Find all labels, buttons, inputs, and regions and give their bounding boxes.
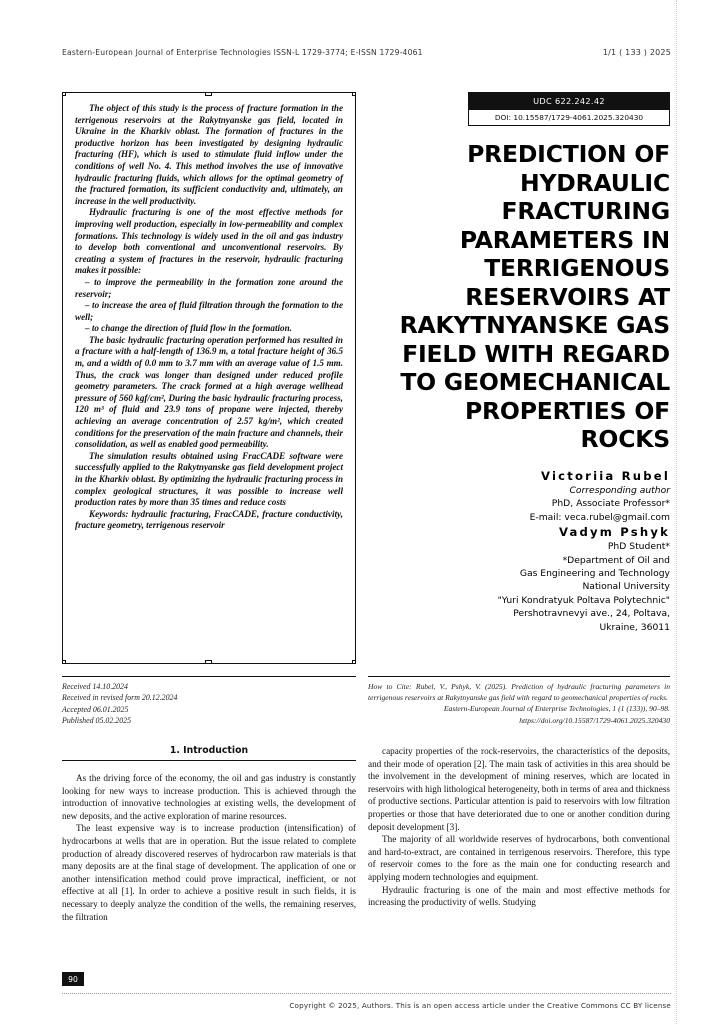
footer-divider: [62, 993, 671, 994]
section-heading-introduction: 1. Introduction: [169, 745, 249, 756]
page-header: [62, 48, 671, 57]
body-paragraph-right-1: capacity properties of the rock-reservoirs, the characteristics of the deposits, and their mode of operation [2]. The main task of activities in this area should be the involvement in the development of mining reserves, which are located in reservoirs with high lithological heterogeneity, both in terms of area and thickness of productive sections. Particular attention is paid to reservoirs with low filtration properties or those that have deteriorated due to one or another condition during deposit development [3].: [368, 746, 670, 832]
body-paragraph-right-2: The majority of all worldwide reserves of hydrocarbons, both conventional and hard-to-extract, are contained in terrigenous reservoirs. Therefore, this type of reservoir comes to the fore as the main one for conducting research and applying modern technologies and equipment.: [368, 834, 670, 882]
body-paragraph-left-2: The least expensive way is to increase production (intensification) of hydrocarbons at wells that are in operation. But the issue related to complete production of already discovered reserves of hydrocarbon raw materials is that many deposits are at the final stage of development. The application of one or another intensification method could prove impractical, inefficient, or not effective at all [1]. In order to achieve a positive result in such fields, it is necessary to deeply analyze the condition of the wells, the remaining reserves, the filtration: [62, 823, 356, 922]
authors-block: [368, 468, 670, 634]
page-number-badge: 90: [62, 972, 84, 986]
body-paragraph-right-3: Hydraulic fracturing is one of the main and most effective methods for increasing the productivity of wells. Studying: [368, 884, 670, 908]
body-column-right: [368, 745, 670, 909]
abstract-bullet-1: – to improve the permeability in the formation zone around the reservoir;: [75, 276, 343, 299]
author-1-role: Corresponding author: [569, 485, 670, 496]
corner-mark-bottom-right: [352, 660, 356, 664]
divider-left: [62, 676, 356, 677]
article-dates: [62, 681, 356, 727]
author-1-email[interactable]: E-mail: veca.rubel@gmail.com: [529, 511, 670, 523]
abstract-box: [62, 92, 356, 664]
abstract-bullet-3: – to change the direction of fluid flow in the formation.: [85, 323, 292, 334]
address-line-2: Ukraine, 36011: [599, 621, 670, 633]
abstract-keywords: Keywords: hydraulic fracturing, FracCADE, fracture conductivity, fracture geometry, terrigenous reservoir: [75, 508, 343, 531]
body-column-left: [62, 772, 356, 923]
license-notice: Copyright © 2025, Authors. This is an open access article under the Creative Commons CC BY license: [289, 1001, 671, 1010]
udc-doi-block: [468, 92, 670, 126]
university-line-2: "Yuri Kondratyuk Poltava Polytechnic": [497, 594, 670, 606]
udc-code: UDC 622.242.42: [468, 92, 670, 110]
divider-right: [368, 676, 670, 677]
department-line-2: Gas Engineering and Technology: [519, 568, 670, 580]
abstract-paragraph-4: The simulation results obtained using FracCADE software were successfully applied to the Rakytnyanske gas field development project in the Kharkiv oblast. By optimizing the hydraulic fracturing process in complex geological structures, it was possible to increase well production rates by more than 35 times and reduce costs: [75, 450, 343, 508]
date-accepted: Accepted 06.01.2025: [62, 704, 129, 714]
corner-mark-top-left: [62, 92, 66, 96]
cite-line-2: Eastern-European Journal of Enterprise Technologies, 1 (1 (133)), 90–98.: [443, 704, 670, 714]
university-line-1: National University: [582, 581, 670, 593]
doi-code[interactable]: DOI: 10.15587/1729-4061.2025.320430: [468, 110, 670, 126]
cite-line-1: How to Cite: Rubel, V., Pshyk, V. (2025). Prediction of hydraulic fracturing parameters in terrigenous reservoirs at Rakytnyanske gas field with regard to geomechanical properties of rocks.: [368, 682, 670, 703]
abstract-bullet-2: – to increase the area of fluid filtration through the formation to the well;: [75, 300, 343, 322]
issue-info: 1/1 ( 133 ) 2025: [602, 48, 671, 57]
how-to-cite: [368, 681, 670, 726]
section-divider: [62, 760, 356, 761]
address-line-1: Pershotravnevyi ave., 24, Poltava,: [513, 608, 670, 620]
author-1-degree: PhD, Associate Professor*: [551, 498, 670, 510]
author-2-degree: PhD Student*: [607, 541, 670, 553]
date-received: Received 14.10.2024: [62, 682, 128, 691]
abstract-paragraph-3: The basic hydraulic fracturing operation performed has resulted in a fracture with a half-length of 136.9 m, a total fracture height of 36.5 m, and a width of 0.0 mm to 3.7 mm with an average value of 1.5 mm. Thus, the crack was longer than designed under reduced profile geometry parameters. The crack formed at a high average wellhead pressure of 560 kgf/cm², During the basic hydraulic fracturing process, 120 m³ of fluid and 23.9 tons of propane were injected, thereby achieving an average concentration of 2.57 kg/m², which created conditions for the preservation of the main fracture and channels, their consolidation, as well as enabled good permeability.: [75, 334, 343, 450]
abstract-paragraph-2: Hydraulic fracturing is one of the most effective methods for improving well production, especially in low-permeability and complex formations. This technology is widely used in the oil and gas industry to develop both conventional and unconventional reservoirs. By creating a system of fractures in the reservoir, hydraulic fracturing makes it possible:: [75, 207, 343, 276]
author-1-name: Victoriia Rubel: [541, 469, 670, 483]
abstract-paragraph-1: The object of this study is the process of fracture formation in the terrigenous reservoirs at the Rakytnyanske gas field, located in Ukraine in the Kharkiv oblast. The formation of fractures in the productive horizon has been investigated by designing hydraulic fracturing (HF), which is used to stimulate fluid inflow under the conditions of well No. 4. This method involves the use of innovative hydraulic fracturing fluids, which allows for the optimal geometry of the fractured formation, its sufficient conductivity and, ultimately, an increase in the well productivity.: [75, 103, 343, 206]
body-paragraph-left-1: As the driving force of the economy, the oil and gas industry is constantly looking for new ways to increase production. This is achieved through the introduction of innovative technologies at existing wells, the development of new deposits, and the active exploration of marine resources.: [62, 773, 356, 821]
date-published: Published 05.02.2025: [62, 716, 132, 726]
date-revised: Received in revised form 20.12.2024: [62, 693, 178, 703]
department-line-1: *Department of Oil and: [562, 554, 670, 566]
corner-mark-top-right: [352, 92, 356, 96]
corner-mark-bottom-left: [62, 660, 66, 664]
cite-doi-link[interactable]: https://doi.org/10.15587/1729-4061.2025.320430: [519, 715, 670, 725]
journal-name: Eastern-European Journal of Enterprise Technologies ISSN-L 1729-3774; E-ISSN 1729-4061: [62, 48, 423, 57]
corner-mark-bottom-middle: [205, 660, 212, 664]
page-edge-guide: [676, 0, 677, 1024]
corner-mark-top-middle: [205, 92, 212, 96]
page-title: PREDICTION OF HYDRAULIC FRACTURING PARAMETERS IN TERRIGENOUS RESERVOIRS AT RAKYTNYANSKE GAS FIELD WITH REGARD TO GEOMECHANICAL PROPERTIES OF ROCKS: [399, 140, 670, 453]
author-2-name: Vadym Pshyk: [558, 525, 670, 540]
